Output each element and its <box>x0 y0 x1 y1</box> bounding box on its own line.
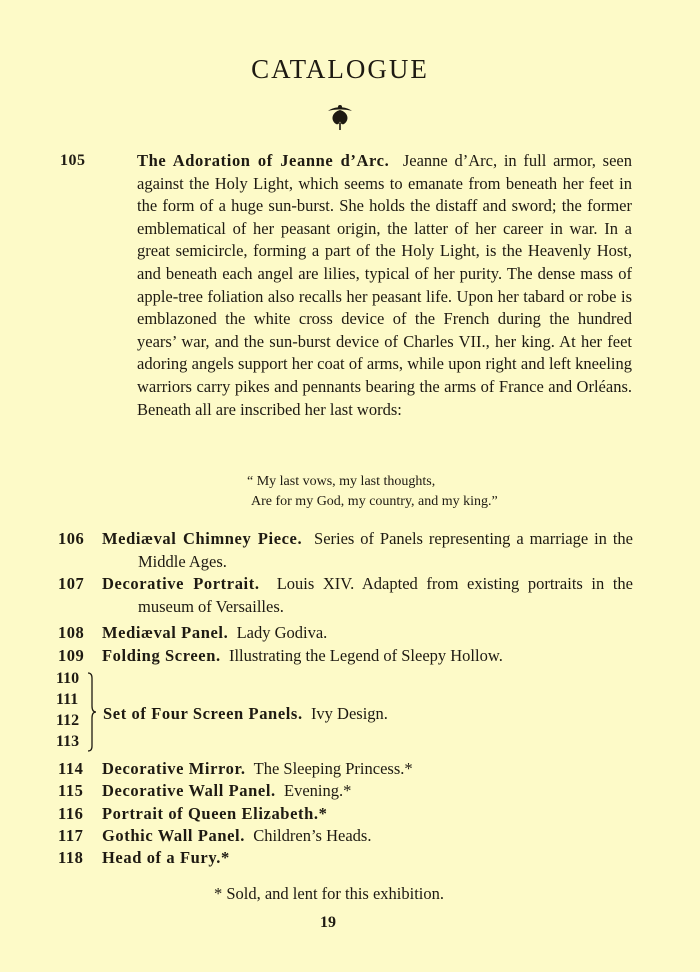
page-heading: CATALOGUE <box>251 54 429 84</box>
entry-description: Jeanne d’Arc, in full armor, seen against the Holy Light, which seems to emanate from beneath her feet in the form of a huge sun-burst. She holds the distaff and sword; the former emblematical of her peasant origin, the latter of her career in war. In a great semicircle, forming a part of the Holy Light, is the Heavenly Host, and beneath each angel are lilies, typical of her purity. The dense mass of apple-tree foliation also recalls her peasant life. Upon her tabard or robe is emblazoned the white cross device of the French during the hundred years’ war, and the sun-burst device of Charles VII., her king. At her feet adoring angels support her coat of arms, while upon right and left kneeling warriors carry pikes and pennants bearing the arms of France and Orléans. Beneath all are inscribed her last words: <box>137 151 632 419</box>
fleuron-ornament-icon <box>324 102 356 132</box>
entry-title: Decorative Wall Panel. <box>102 781 276 800</box>
entry-number: 113 <box>56 733 80 750</box>
entry-number: 109 <box>58 646 85 665</box>
catalogue-entry-118 <box>58 847 633 870</box>
group-entry <box>103 704 388 724</box>
entry-title: Portrait of Queen Elizabeth.* <box>102 804 328 823</box>
entry-title: Mediæval Chimney Piece. <box>102 529 303 548</box>
entry-number: 112 <box>56 712 80 729</box>
grouping-brace-icon <box>86 672 98 752</box>
entry-title: Gothic Wall Panel. <box>102 826 245 845</box>
catalogue-entry-108 <box>58 622 633 645</box>
entry-title: Mediæval Panel. <box>102 623 229 642</box>
entry-number: 107 <box>58 574 85 593</box>
entry-title: Head of a Fury.* <box>102 848 230 867</box>
entry-description: Children’s Heads. <box>253 826 372 845</box>
quote-line: Are for my God, my country, and my king.” <box>251 494 498 509</box>
footnote: * Sold, and lent for this exhibition. <box>213 884 445 903</box>
entry-description: The Sleeping Princess.* <box>253 759 413 778</box>
entry-number: 110 <box>56 670 80 687</box>
entry-number: 115 <box>58 781 84 800</box>
entry-title: The Adoration of Jeanne d’Arc. <box>137 151 390 170</box>
catalogue-entry-109 <box>58 645 633 668</box>
catalogue-entry-117 <box>58 825 633 848</box>
catalogue-entry-115 <box>58 780 633 803</box>
entry-description: Ivy Design. <box>310 704 388 723</box>
entry-number: 111 <box>56 691 79 708</box>
entry-number: 114 <box>58 759 84 778</box>
entry-description: Series of Panels representing a marriage in the Middle Ages. <box>138 529 633 571</box>
entry-title: Set of Four Screen Panels. <box>103 704 303 723</box>
entry-description: Louis XIV. Adapted from existing portraits in the museum of Versailles. <box>138 574 633 616</box>
entry-number: 106 <box>58 529 85 548</box>
entry-description: Lady Godiva. <box>236 623 328 642</box>
catalogue-entry-116 <box>58 803 633 826</box>
catalogue-entry-114 <box>58 758 633 781</box>
entry-description: Illustrating the Legend of Sleepy Hollow. <box>228 646 503 665</box>
entry-title: Folding Screen. <box>102 646 221 665</box>
entry-title: Decorative Portrait. <box>102 574 260 593</box>
last-words-quote <box>247 472 498 512</box>
page-number: 19 <box>320 914 336 931</box>
entry-number: 118 <box>58 848 84 867</box>
quote-line: “ My last vows, my last thoughts, <box>247 474 436 489</box>
catalogue-entry-106 <box>58 528 633 573</box>
entry-number: 117 <box>58 826 84 845</box>
entry-number: 116 <box>58 804 84 823</box>
catalogue-entry-105 <box>60 150 632 421</box>
entry-number: 108 <box>58 623 85 642</box>
entry-description: Evening.* <box>284 781 352 800</box>
catalogue-entry-107 <box>58 573 633 618</box>
entry-title: Decorative Mirror. <box>102 759 246 778</box>
entry-number: 105 <box>60 152 86 169</box>
